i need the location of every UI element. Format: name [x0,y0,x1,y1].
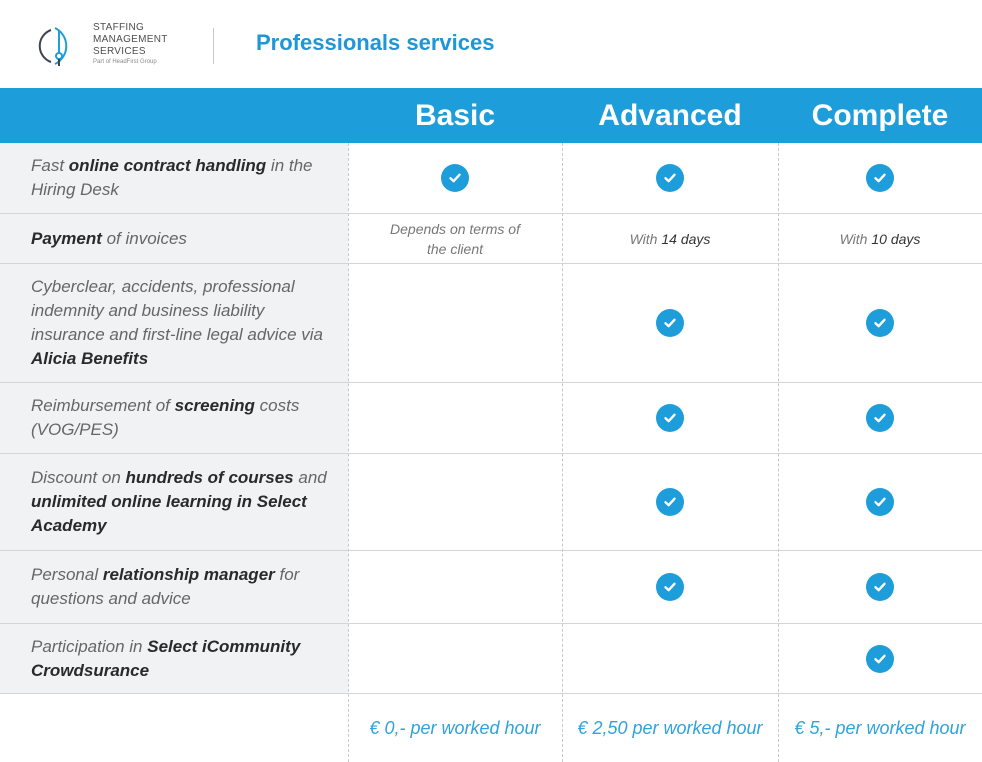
tier-basic: Basic [414,99,496,132]
feature-label [31,227,187,251]
checkmark-icon [656,488,684,516]
cell-advanced [562,383,778,453]
feature-label [31,635,336,683]
price-label: € 2,50 per worked hour [577,717,763,738]
header-divider [213,28,214,64]
logo-line: MANAGEMENT [93,34,168,45]
checkmark-icon [656,573,684,601]
logo-subtitle: Part of HeadFirst Group [93,59,157,65]
checkmark-icon [441,164,469,192]
table-row [0,264,982,383]
cell-advanced [562,143,778,213]
feature-label-text: of invoices [101,228,187,248]
tier-header-bar [0,88,982,143]
feature-label-emphasis: screening [174,396,255,415]
checkmark-icon [656,164,684,192]
price-label: € 0,- per worked hour [369,717,541,738]
feature-cell [0,624,348,693]
cell-basic [348,214,562,263]
feature-label-text: Cyberclear, accidents, professional indemnity and business liability insurance and first-line legal advice via [31,277,323,344]
price-label: € 5,- per worked hour [794,717,966,738]
cell-advanced [562,454,778,550]
feature-label-text: Reimbursement of [31,396,175,415]
checkmark-icon [866,164,894,192]
cell-basic [348,624,562,693]
cell-complete [778,551,982,623]
feature-label-text: costs (VOG/PES) [31,396,300,439]
table-row [0,214,982,264]
company-logo [35,22,175,70]
feature-label [31,563,336,611]
page-header [0,0,982,88]
feature-label-emphasis: Payment [31,228,102,248]
price-cell-advanced [562,694,778,762]
cell-complete [778,143,982,213]
checkmark-icon [866,309,894,337]
cell-complete [778,624,982,693]
checkmark-icon [866,404,894,432]
checkmark-icon [656,404,684,432]
cell-note-value: 14 days [661,230,711,247]
price-row [0,694,982,762]
feature-label-text: in the Hiring Desk [31,156,313,199]
feature-cell [0,551,348,623]
price-cell-basic [348,694,562,762]
checkmark-icon [866,573,894,601]
table-row [0,454,982,551]
feature-label-text: Discount on [31,468,126,487]
cell-advanced [562,624,778,693]
feature-label-emphasis: Select iCommunity Crowdsurance [31,636,301,680]
logo-line: SERVICES [93,46,146,57]
logo-mark-icon [35,22,87,70]
column-divider [778,143,779,762]
cell-note-value: 10 days [871,230,921,247]
feature-label-emphasis: relationship manager [102,565,275,584]
checkmark-icon [866,488,894,516]
feature-label-emphasis: unlimited online learning in Select Academy [31,492,307,535]
table-row [0,551,982,624]
cell-complete [778,214,982,263]
feature-label-emphasis: hundreds of courses [125,468,294,487]
checkmark-icon [656,309,684,337]
cell-basic [348,383,562,453]
checkmark-icon [866,645,894,673]
logo-line: STAFFING [93,22,145,33]
table-row [0,143,982,214]
feature-label-emphasis: online contract handling [68,156,267,175]
feature-label-text: for questions and advice [31,565,300,608]
table-row [0,624,982,694]
feature-label [31,154,336,202]
cell-advanced [562,264,778,382]
feature-label-text: Fast [31,156,69,175]
cell-basic [348,454,562,550]
feature-cell [0,264,348,382]
feature-label-text: and [293,468,327,487]
feature-cell [0,383,348,453]
column-divider [562,143,563,762]
tier-complete: Complete [811,99,949,132]
cell-note-prefix: With [839,230,872,247]
feature-label-text: Participation in [31,636,148,656]
logo-wordmark [93,22,168,58]
cell-complete [778,264,982,382]
table-row [0,383,982,454]
cell-basic [348,551,562,623]
cell-complete [778,454,982,550]
cell-advanced [562,551,778,623]
cell-note [840,229,921,249]
feature-label [31,275,336,371]
feature-label [31,394,336,442]
cell-advanced [562,214,778,263]
feature-label [31,466,336,538]
cell-basic [348,264,562,382]
feature-cell [0,454,348,550]
feature-cell [0,214,348,263]
tier-advanced: Advanced [598,99,742,132]
feature-cell [0,143,348,213]
page-title: Professionals services [256,30,495,55]
cell-note [630,229,711,249]
cell-basic [348,143,562,213]
cell-complete [778,383,982,453]
price-cell-complete [778,694,982,762]
column-divider [348,143,349,762]
cell-note-prefix: With [629,230,662,247]
feature-label-text: Personal [31,565,103,584]
cell-note: Depends on terms of the client [390,220,520,257]
feature-label-emphasis: Alicia Benefits [31,349,149,368]
